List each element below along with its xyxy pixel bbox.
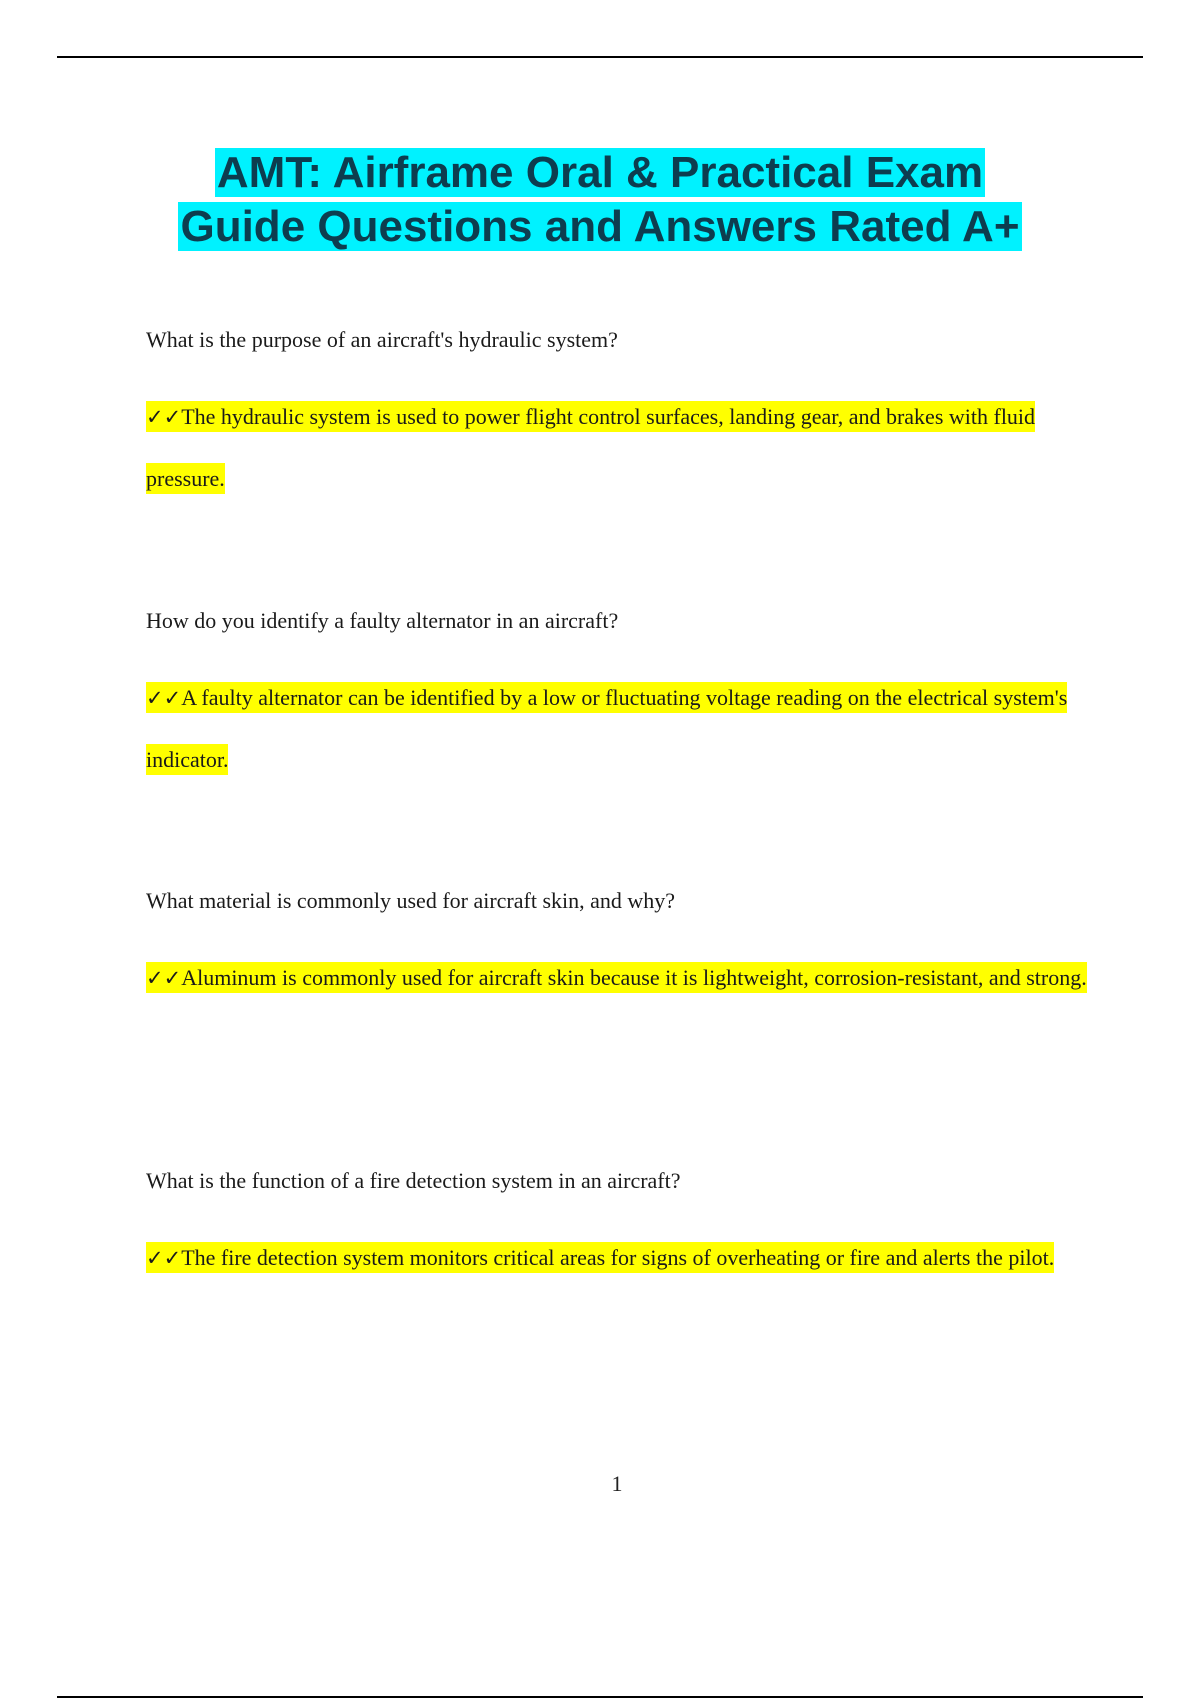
qa-item-1 xyxy=(146,326,1106,509)
check-mark-icon: ✓✓ xyxy=(146,1246,182,1270)
document-title xyxy=(0,146,1200,254)
bottom-rule xyxy=(57,1696,1143,1698)
check-mark-icon: ✓✓ xyxy=(146,686,182,710)
question-1: What is the purpose of an aircraft's hydraulic system? xyxy=(146,327,618,352)
top-rule xyxy=(57,56,1143,58)
answer-4-text: The fire detection system monitors critical areas for signs of overheating or fire and alerts the pilot. xyxy=(181,1245,1055,1270)
answer-1-text: The hydraulic system is used to power flight control surfaces, landing gear, and brakes with fluid pressure. xyxy=(146,404,1036,491)
answer-1 xyxy=(146,386,1106,509)
page-number: 1 xyxy=(611,1471,623,1496)
qa-item-3 xyxy=(146,887,1106,1009)
answer-2-text: A faulty alternator can be identified by a low or fluctuating voltage reading on the electrical system's indicator. xyxy=(146,685,1068,772)
qa-item-4 xyxy=(146,1167,1106,1289)
answer-4 xyxy=(146,1227,1106,1289)
answer-2 xyxy=(146,667,1106,790)
answer-3-text: Aluminum is commonly used for aircraft skin because it is lightweight, corrosion-resistant, and strong. xyxy=(181,965,1087,990)
title-line-1: AMT: Airframe Oral & Practical Exam xyxy=(216,148,984,197)
question-2: How do you identify a faulty alternator in an aircraft? xyxy=(146,608,619,633)
question-3: What material is commonly used for aircraft skin, and why? xyxy=(146,888,676,913)
check-mark-icon: ✓✓ xyxy=(146,405,182,429)
qa-item-2 xyxy=(146,607,1106,790)
check-mark-icon: ✓✓ xyxy=(146,966,182,990)
answer-3 xyxy=(146,947,1106,1009)
question-4: What is the function of a fire detection system in an aircraft? xyxy=(146,1168,681,1193)
title-line-2: Guide Questions and Answers Rated A+ xyxy=(180,202,1020,251)
